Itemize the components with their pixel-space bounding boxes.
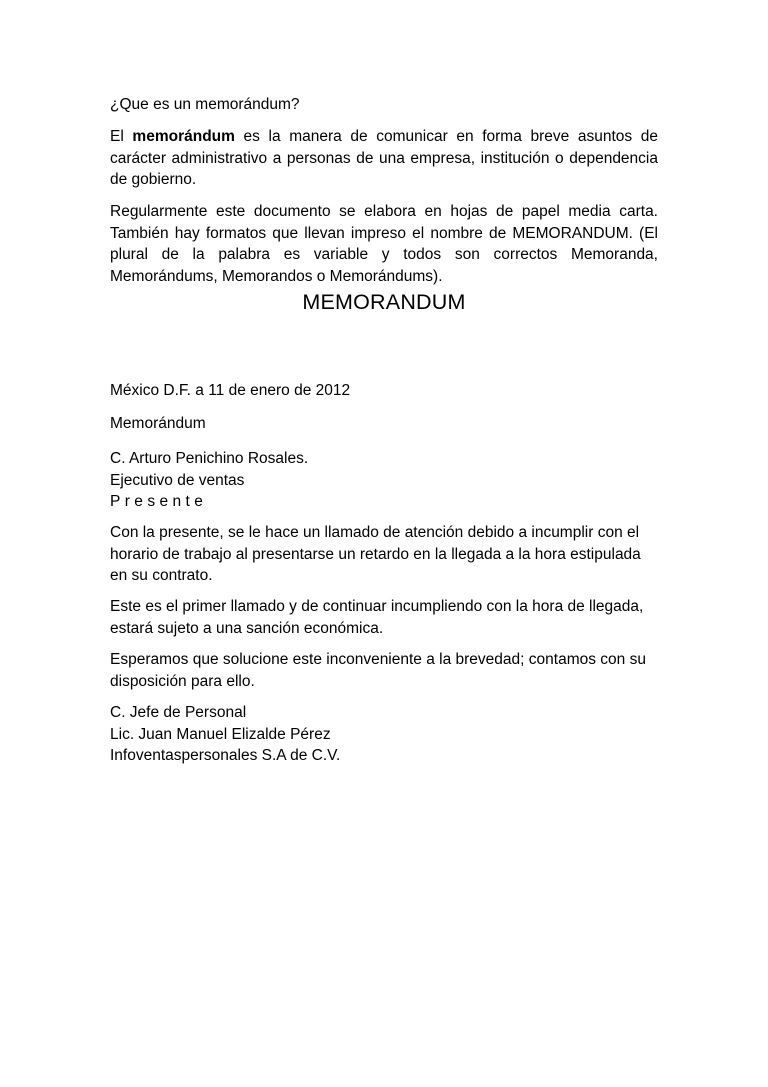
format-paragraph (110, 201, 658, 287)
sender-company: Infoventaspersonales S.A de C.V. (110, 747, 341, 764)
format-line-2: También hay formatos que llevan impreso el nombre de MEMORANDUM. (El (110, 224, 658, 242)
memo-body-paragraph-3 (110, 649, 658, 692)
memo-type-label (110, 413, 658, 435)
body-p1-line-2: horario de trabajo al presentarse un retardo en la llegada a la hora estipulada (110, 545, 641, 563)
body-p1-line-3: en su contrato. (110, 567, 213, 584)
sender-title: C. Jefe de Personal (110, 704, 247, 721)
format-line-1: Regularmente este documento se elabora en hojas de papel media carta. (110, 203, 658, 220)
sender-block (110, 702, 658, 767)
body-p3-line-1: Esperamos que solucione este inconveniente a la brevedad; contamos con su (110, 651, 646, 668)
definition-line-3: de gobierno. (110, 171, 197, 188)
definition-paragraph (110, 126, 658, 191)
memo-type-text: Memorándum (110, 415, 206, 432)
body-p1-line-1: Con la presente, se le hace un llamado de atención debido a incumplir con el (110, 524, 640, 541)
intro-question-text: ¿Que es un memorándum? (110, 96, 300, 113)
definition-line-1-rest: es la manera de comunicar en forma breve asuntos de (243, 128, 658, 145)
format-line-3: plural de la palabra es variable y todos son correctos Memoranda, (110, 246, 658, 263)
sender-name: Lic. Juan Manuel Elizalde Pérez (110, 725, 331, 743)
memo-body-paragraph-2 (110, 596, 658, 639)
place-date-text: México D.F. a 11 de enero de 2012 (110, 382, 351, 399)
intro-question (110, 94, 658, 116)
format-line-4: Memorándums, Memorandos o Memorándums). (110, 267, 443, 285)
definition-keyword: memorándum (132, 128, 235, 145)
body-p2-line-1: Este es el primer llamado y de continuar incumpliendo con la hora de llegada, (110, 598, 644, 615)
body-p3-line-2: disposición para ello. (110, 672, 255, 690)
recipient-presente: Presente (110, 493, 208, 510)
recipient-position: Ejecutivo de ventas (110, 471, 245, 489)
definition-line-1 (110, 126, 658, 148)
definition-prefix: El (110, 128, 124, 145)
memo-place-date (110, 380, 658, 402)
memo-body-paragraph-1 (110, 522, 658, 587)
recipient-name: C. Arturo Penichino Rosales. (110, 450, 309, 467)
recipient-block (110, 448, 658, 513)
body-p2-line-2: estará sujeto a una sanción económica. (110, 619, 384, 637)
definition-line-2: carácter administrativo a personas de una empresa, institución o dependencia (110, 149, 658, 167)
memo-heading: MEMORANDUM (302, 290, 466, 314)
